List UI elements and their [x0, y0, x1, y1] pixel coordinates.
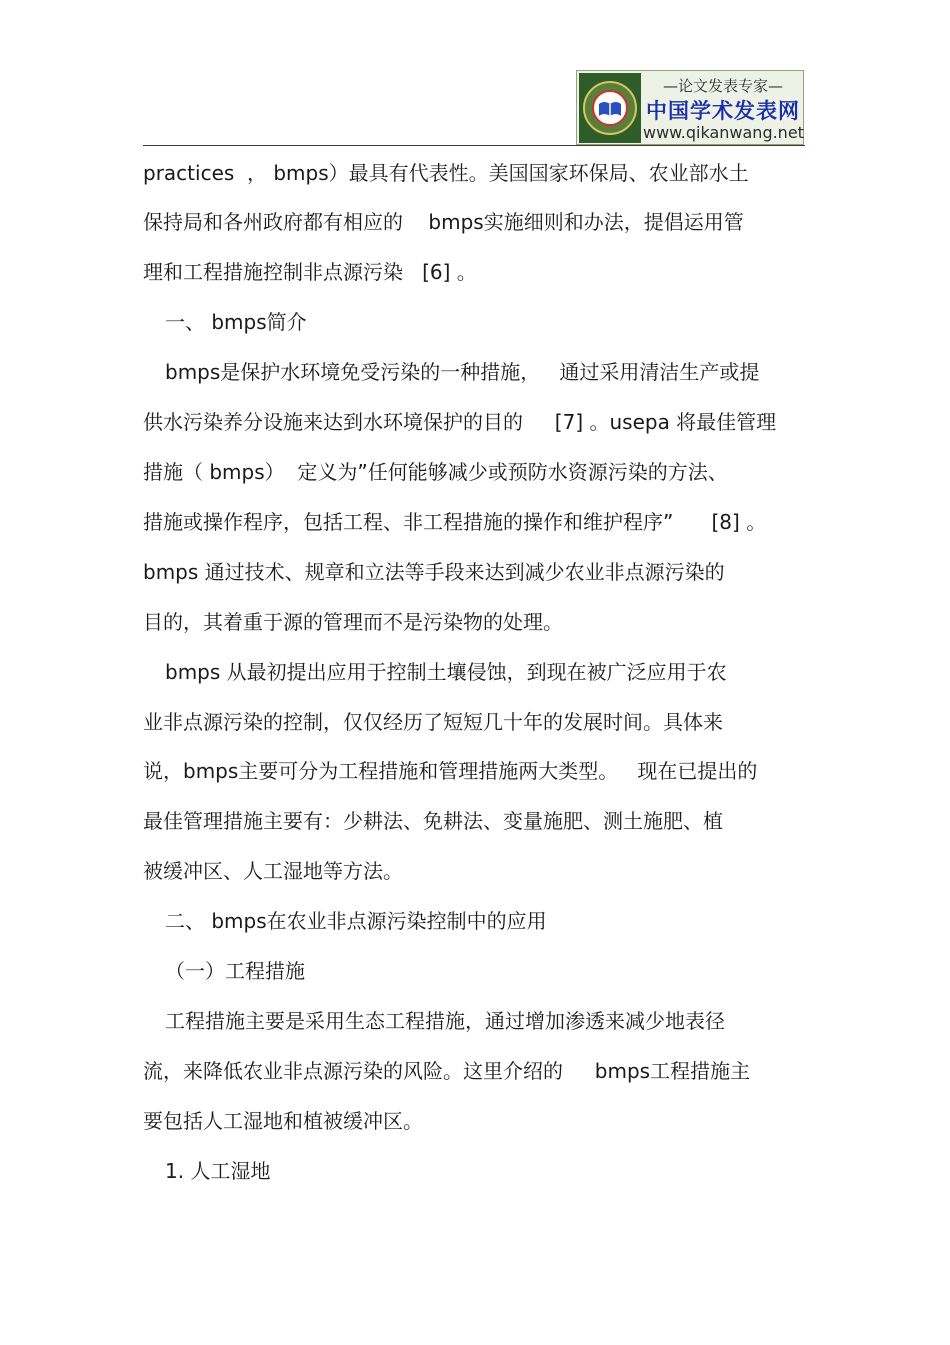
body-line-18: 工程措施主要是采用生态工程措施，通过增加渗透来减少地表径 [165, 1009, 725, 1033]
body-line-19: 流，来降低农业非点源污染的风险。这里介绍的 bmps工程措施主 [143, 1059, 751, 1083]
header-divider [143, 145, 805, 146]
header-logo [576, 70, 804, 145]
body-line-1: practices ， bmps）最具有代表性。美国国家环保局、农业部水土 [143, 161, 749, 185]
body-line-6: 供水污染养分设施来达到水环境保护的目的 [7] 。usepa 将最佳管理 [143, 410, 777, 434]
body-line-10: 目的，其着重于源的管理而不是污染物的处理。 [143, 610, 563, 634]
seal-emblem-icon [579, 73, 641, 143]
body-line-8: 措施或操作程序，包括工程、非工程措施的操作和维护程序” [8] 。 [143, 510, 767, 534]
body-line-14: 最佳管理措施主要有：少耕法、免耕法、变量施肥、测土施肥、植 [143, 809, 723, 833]
section-heading-1: 一、 bmps简介 [165, 310, 307, 334]
logo-url: www.qikanwang.net [643, 123, 804, 142]
body-line-2: 保持局和各州政府都有相应的 bmps实施细则和办法，提倡运用管 [143, 210, 744, 234]
body-line-5: bmps是保护水环境免受污染的一种措施， 通过采用清洁生产或提 [165, 360, 760, 384]
body-line-15: 被缓冲区、人工湿地等方法。 [143, 859, 403, 883]
subsection-heading-1: （一）工程措施 [165, 959, 305, 983]
body-line-11: bmps 从最初提出应用于控制土壤侵蚀，到现在被广泛应用于农 [165, 660, 727, 684]
section-heading-2: 二、 bmps在农业非点源污染控制中的应用 [165, 909, 547, 933]
logo-slogan: —论文发表专家— [662, 77, 783, 95]
list-heading-1: 1. 人工湿地 [165, 1159, 271, 1183]
logo-title: 中国学术发表网 [646, 99, 800, 123]
body-line-3: 理和工程措施控制非点源污染 [6] 。 [143, 260, 477, 284]
body-line-12: 业非点源污染的控制，仅仅经历了短短几十年的发展时间。具体来 [143, 710, 723, 734]
body-line-13: 说，bmps主要可分为工程措施和管理措施两大类型。 现在已提出的 [143, 759, 758, 783]
body-line-9: bmps 通过技术、规章和立法等手段来达到减少农业非点源污染的 [143, 560, 725, 584]
body-line-7: 措施（ bmps） 定义为”任何能够减少或预防水资源污染的方法、 [143, 460, 728, 484]
body-line-20: 要包括人工湿地和植被缓冲区。 [143, 1109, 423, 1133]
